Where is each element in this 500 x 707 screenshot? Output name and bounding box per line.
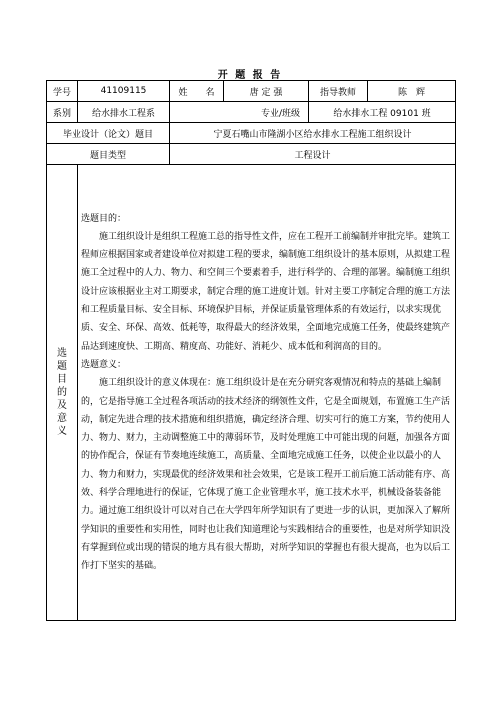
report-table	[46, 80, 456, 621]
student-id-value: 41109115	[78, 81, 170, 102]
row-topic	[47, 123, 456, 144]
major-label: 专业/班级	[170, 102, 309, 123]
row-topic-type	[47, 144, 456, 165]
name-value: 唐 定 强	[224, 81, 309, 102]
advisor-label: 指导教师	[309, 81, 368, 102]
purpose-paragraph: 施工组织设计是组织工程施工总的指导性文件，应在工程开工前编制并审批完毕。建筑工程师应根据国家或者建设单位对拟建工程的要求，编制施工组织设计的基本原则，从拟建工程施工全过程中的人力、物力、和空间三个要素着手，进行科学的、合理的部署。编制施工组织设计应该根据业主对工期要求，制定合理的施工进度计划。针对主要工序制定合理的施工方法和工程质量目标、安全目标、环境保护目标，并保证质量管理体系的有效运行，以求实现优质、安全、环保、高效、低耗等，取得最大的经济效果，全面地完成施工任务，使最终建筑产品达到速度快、工期高、精度高、功能好、消耗少、成本低和利润高的目的。	[81, 231, 451, 352]
row-student-info	[47, 81, 456, 102]
topic-value: 宁夏石嘴山市隆湖小区给水排水工程施工组织设计	[170, 123, 456, 144]
topic-label: 毕业设计（论文）题目	[47, 123, 170, 144]
advisor-value: 陈 辉	[368, 81, 456, 102]
meaning-paragraph: 施工组织设计的意义体现在：施工组织设计是在充分研究客观情况和特点的基础上编制的，它是指导施工全过程各项活动的技术经济的纲领性文件，它是全面规划，布置施工生产活动，制定先进合理的技术措施和组织措施，确定经济合理、切实可行的施工方案，节约使用人力、物力、财力，主动调整施工中的薄弱环节，及时处理施工中可能出现的问题，加强各方面的协作配合，保证有节奏地连续施工，高质量、全面地完成施工任务，以使企业以最小的人力、物力和财力，实现最优的经济效果和社会效果，它是该工程开工前后施工活动能有序、高效、科学合理地进行的保证，它体现了施工企业管理水平，施工技术水平，机械设备装备能力。通过施工组织设计可以对自己在大学四年所学知识有了更进一步的认识，更加深入了解所学知识的重要性和实用性，同时也让我们知道理论与实践相结合的重要性，也是对所学知识没有掌握到位或出现的错误的地方具有很大帮助，对所学知识的掌握也有很大提高，也为以后工作打下坚实的基础。	[81, 378, 451, 572]
purpose-heading: 选题目的：	[81, 213, 127, 224]
name-label: 姓 名	[170, 81, 224, 102]
report-title: 开 题 报 告	[217, 70, 283, 81]
dept-value: 给水排水工程系	[78, 102, 170, 123]
row-department	[47, 102, 456, 123]
row-purpose-meaning	[47, 165, 456, 621]
major-value: 给水排水工程 09101 班	[309, 102, 456, 123]
type-value: 工程设计	[170, 144, 456, 165]
student-id-label: 学号	[47, 81, 78, 102]
dept-label: 系别	[47, 102, 78, 123]
purpose-meaning-label: 选 题 目 的 及 意 义	[47, 165, 78, 621]
type-label: 题目类型	[47, 144, 170, 165]
meaning-heading: 选题意义：	[81, 359, 127, 370]
purpose-meaning-content	[78, 165, 456, 621]
